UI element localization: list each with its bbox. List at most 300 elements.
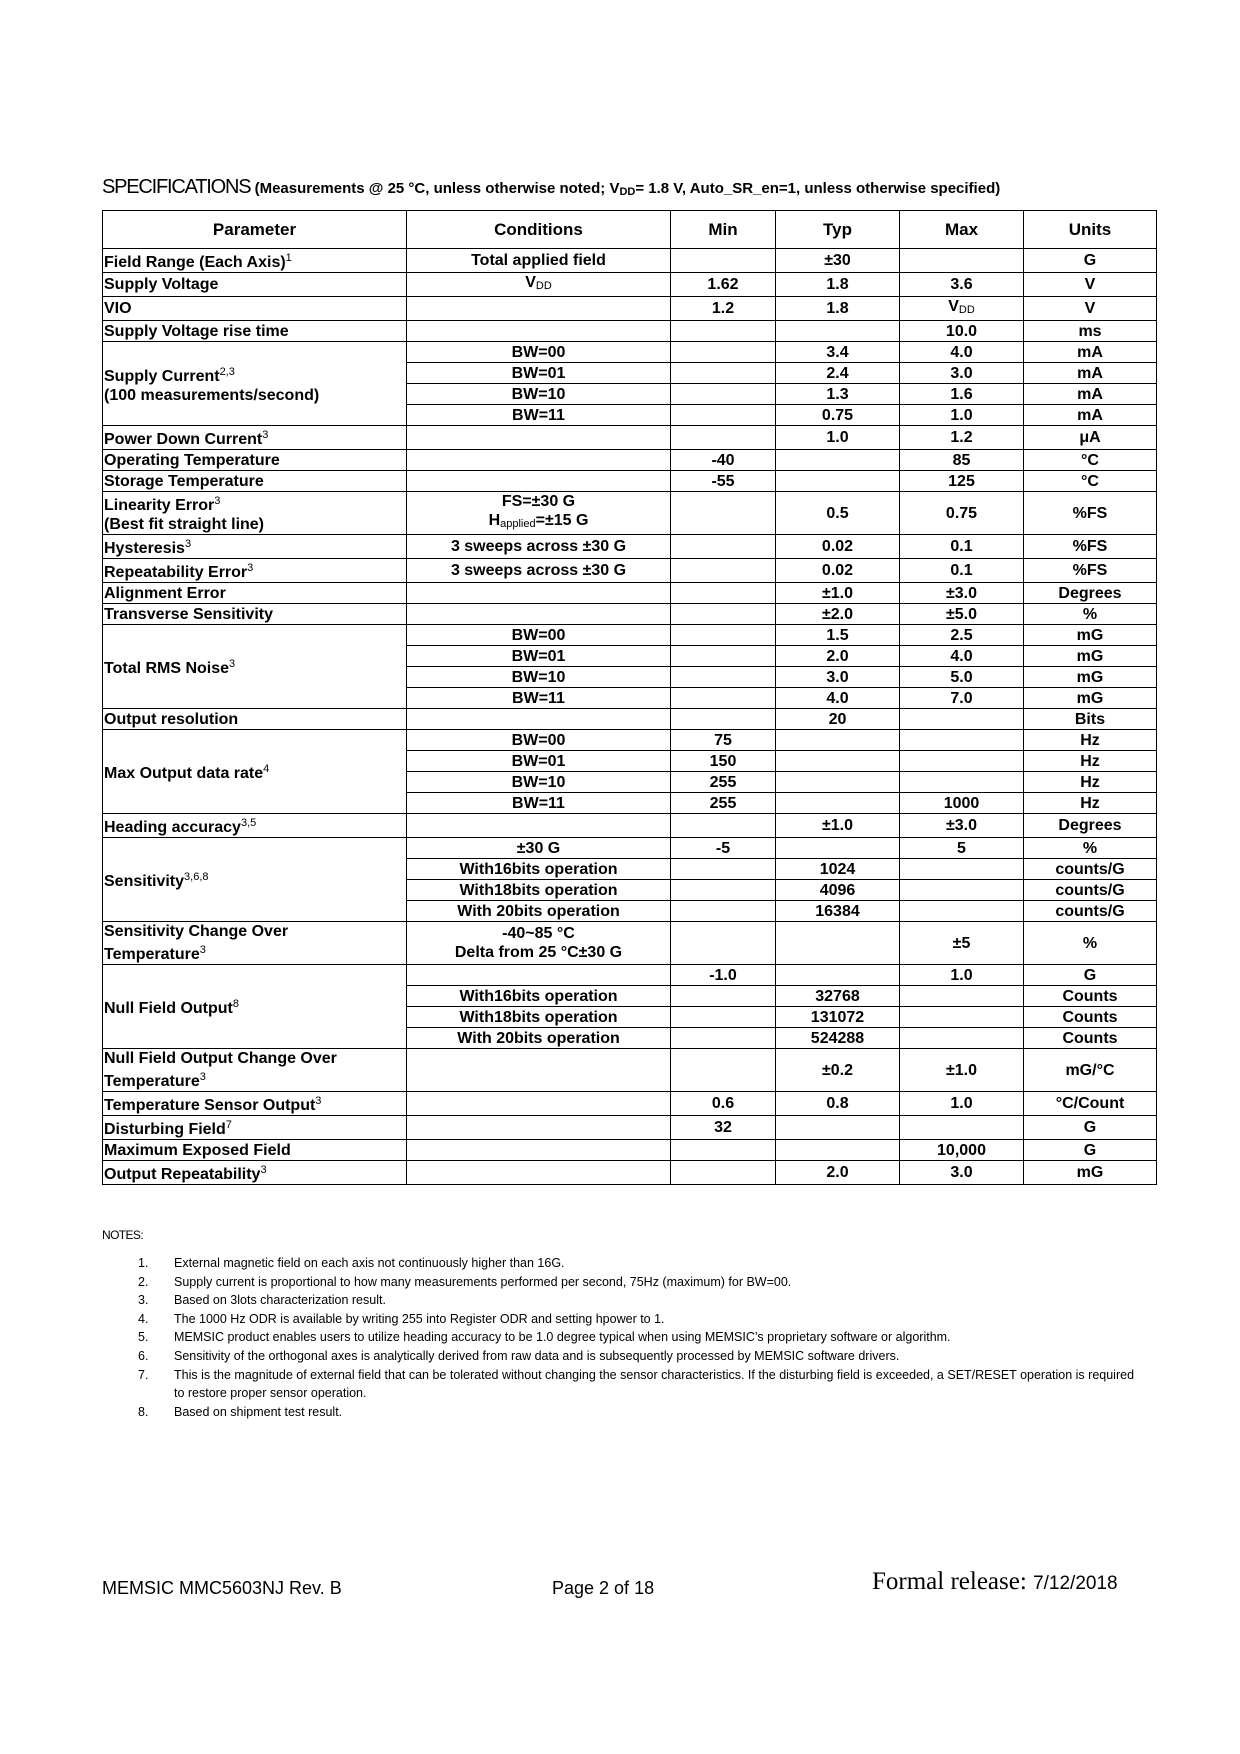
max-cell [900, 297, 1024, 321]
conditions-cell [407, 604, 671, 625]
param-cell [103, 1049, 407, 1092]
max-cell: ±3.0 [900, 583, 1024, 604]
conditions-cell [407, 273, 671, 297]
note-item [102, 1347, 1142, 1366]
max-cell [900, 1028, 1024, 1049]
table-row [103, 922, 1157, 965]
table-row [103, 709, 1157, 730]
conditions-cell: BW=10 [407, 384, 671, 405]
note-item [102, 1328, 1142, 1347]
min-cell: -55 [671, 471, 776, 492]
footer-page-number: Page 2 of 18 [552, 1578, 655, 1598]
note-text: MEMSIC product enables users to utilize heading accuracy to be 1.0 degree typical when using MEMSIC’s proprietary software or algorithm. [174, 1330, 951, 1345]
param-text-line2: Temperature [104, 946, 200, 963]
typ-cell: 0.5 [776, 492, 900, 535]
cond-subscript: DD [535, 280, 552, 292]
conditions-cell: BW=01 [407, 363, 671, 384]
units-cell: % [1024, 922, 1157, 965]
cond-text: V [525, 274, 536, 291]
footnote-ref: 8 [232, 998, 239, 1010]
units-cell: mA [1024, 363, 1157, 384]
header-units: Units [1024, 211, 1157, 249]
typ-cell [776, 1116, 900, 1140]
max-cell: 125 [900, 471, 1024, 492]
param-cell [103, 1161, 407, 1185]
param-text: Temperature Sensor Output [104, 1097, 316, 1114]
max-cell: 7.0 [900, 688, 1024, 709]
note-text: Supply current is proportional to how many measurements performed per second, 75Hz (maximum) for BW=00. [174, 1274, 792, 1289]
table-row [103, 426, 1157, 450]
table-row [103, 1161, 1157, 1185]
notes-list [102, 1254, 1142, 1421]
min-cell [671, 249, 776, 273]
min-cell [671, 688, 776, 709]
conditions-cell [407, 297, 671, 321]
note-text: External magnetic field on each axis not continuously higher than 16G. [174, 1256, 565, 1270]
table-row [103, 249, 1157, 273]
param-text: Sensitivity [104, 873, 185, 890]
cond-text-line2a: H [488, 512, 501, 529]
table-header-row [103, 211, 1157, 249]
min-cell [671, 646, 776, 667]
units-cell: mG [1024, 688, 1157, 709]
conditions-cell: BW=10 [407, 772, 671, 793]
typ-cell [776, 730, 900, 751]
min-cell [671, 405, 776, 426]
notes-title: NOTES: [102, 1228, 144, 1242]
min-cell: 255 [671, 772, 776, 793]
min-cell [671, 667, 776, 688]
max-cell [900, 249, 1024, 273]
conditions-cell: BW=11 [407, 793, 671, 814]
param-cell [103, 492, 407, 535]
param-cell [103, 559, 407, 583]
max-cell: ±1.0 [900, 1049, 1024, 1092]
param-cell: Operating Temperature [103, 450, 407, 471]
max-subscript: DD [958, 304, 975, 316]
typ-cell: 0.75 [776, 405, 900, 426]
table-row [103, 559, 1157, 583]
units-cell: %FS [1024, 559, 1157, 583]
conditions-cell: 3 sweeps across ±30 G [407, 535, 671, 559]
min-cell [671, 492, 776, 535]
min-cell [671, 1140, 776, 1161]
max-cell: 1.2 [900, 426, 1024, 450]
param-text-line2: (Best fit straight line) [104, 516, 265, 533]
max-cell [900, 772, 1024, 793]
table-row [103, 814, 1157, 838]
max-cell: 0.1 [900, 559, 1024, 583]
units-cell: %FS [1024, 535, 1157, 559]
typ-cell: 131072 [776, 1007, 900, 1028]
conditions-cell [407, 1140, 671, 1161]
max-cell: 85 [900, 450, 1024, 471]
units-cell: Hz [1024, 730, 1157, 751]
note-number: 1. [138, 1256, 149, 1270]
conditions-cell: ±30 G [407, 838, 671, 859]
param-cell [103, 814, 407, 838]
conditions-cell [407, 583, 671, 604]
param-text: Null Field Output [104, 1000, 233, 1017]
footnote-ref: 3 [260, 1164, 267, 1176]
param-cell: Storage Temperature [103, 471, 407, 492]
min-cell [671, 559, 776, 583]
param-cell [103, 426, 407, 450]
footnote-ref: 2,3 [219, 365, 235, 378]
param-cell: Output resolution [103, 709, 407, 730]
heading-main: SPECIFICATIONS [102, 176, 251, 198]
units-cell: Bits [1024, 709, 1157, 730]
param-text: Sensitivity Change Over [104, 923, 289, 940]
table-row [103, 321, 1157, 342]
max-cell [900, 730, 1024, 751]
max-text: V [948, 298, 959, 315]
max-cell: 1000 [900, 793, 1024, 814]
units-cell: Counts [1024, 986, 1157, 1007]
note-item [102, 1366, 1142, 1403]
units-cell: G [1024, 1116, 1157, 1140]
max-cell: 10.0 [900, 321, 1024, 342]
units-cell: V [1024, 273, 1157, 297]
typ-cell: 0.8 [776, 1092, 900, 1116]
min-cell [671, 342, 776, 363]
footnote-ref: 3 [184, 538, 192, 550]
units-cell: counts/G [1024, 880, 1157, 901]
param-text: Repeatability Error [104, 564, 248, 581]
max-cell: 1.0 [900, 405, 1024, 426]
conditions-cell: BW=10 [407, 667, 671, 688]
table-row [103, 965, 1157, 986]
param-text-line2: (100 measurements/second) [104, 386, 320, 404]
footnote-ref: 3 [199, 944, 206, 956]
conditions-cell: With 20bits operation [407, 1028, 671, 1049]
typ-cell: 32768 [776, 986, 900, 1007]
conditions-cell: BW=01 [407, 751, 671, 772]
typ-cell: 0.02 [776, 535, 900, 559]
units-cell: Hz [1024, 772, 1157, 793]
typ-cell: 3.0 [776, 667, 900, 688]
param-cell [103, 730, 407, 814]
min-cell [671, 384, 776, 405]
conditions-cell [407, 1049, 671, 1092]
note-number: 6. [138, 1348, 149, 1363]
footnote-ref: 3 [247, 562, 254, 574]
note-number: 5. [138, 1330, 149, 1345]
table-row [103, 838, 1157, 859]
notes-section [102, 1228, 1142, 1421]
note-item [102, 1403, 1142, 1422]
param-cell: Supply Voltage [103, 273, 407, 297]
note-item [102, 1310, 1142, 1329]
conditions-cell [407, 426, 671, 450]
units-cell: mA [1024, 405, 1157, 426]
units-cell: mG [1024, 625, 1157, 646]
footnote-ref: 3,5 [240, 817, 257, 829]
conditions-cell [407, 709, 671, 730]
typ-cell: 4.0 [776, 688, 900, 709]
table-row [103, 535, 1157, 559]
units-cell: counts/G [1024, 901, 1157, 922]
units-cell: Hz [1024, 793, 1157, 814]
max-cell: 1.0 [900, 965, 1024, 986]
min-cell: 1.62 [671, 273, 776, 297]
units-cell: V [1024, 297, 1157, 321]
max-cell: 5 [900, 838, 1024, 859]
footnote-ref: 3 [229, 658, 236, 670]
param-cell [103, 838, 407, 922]
min-cell [671, 922, 776, 965]
footnote-ref: 3 [262, 429, 269, 441]
param-cell [103, 342, 407, 426]
note-number: 3. [138, 1293, 149, 1308]
min-cell [671, 426, 776, 450]
min-cell [671, 859, 776, 880]
min-cell [671, 814, 776, 838]
max-cell: 1.6 [900, 384, 1024, 405]
min-cell [671, 1161, 776, 1185]
conditions-cell: BW=00 [407, 342, 671, 363]
units-cell: G [1024, 1140, 1157, 1161]
param-text: Linearity Error [104, 497, 215, 514]
note-text: Based on 3lots characterization result. [174, 1293, 386, 1308]
max-cell [900, 901, 1024, 922]
table-row [103, 342, 1157, 363]
min-cell [671, 321, 776, 342]
param-text: Null Field Output Change Over [104, 1050, 337, 1067]
cond-text-line1: FS=±30 G [501, 493, 576, 510]
table-row [103, 1140, 1157, 1161]
min-cell: 1.2 [671, 297, 776, 321]
typ-cell: 0.02 [776, 559, 900, 583]
typ-cell: ±0.2 [776, 1049, 900, 1092]
min-cell: -5 [671, 838, 776, 859]
min-cell: -40 [671, 450, 776, 471]
min-cell [671, 604, 776, 625]
typ-cell [776, 793, 900, 814]
typ-cell: 16384 [776, 901, 900, 922]
max-cell: ±3.0 [900, 814, 1024, 838]
typ-cell [776, 965, 900, 986]
param-cell [103, 535, 407, 559]
conditions-cell [407, 471, 671, 492]
param-cell: Alignment Error [103, 583, 407, 604]
conditions-cell: With18bits operation [407, 880, 671, 901]
param-text: Hysteresis [104, 540, 185, 557]
min-cell [671, 1028, 776, 1049]
conditions-cell: With18bits operation [407, 1007, 671, 1028]
typ-cell: 1.8 [776, 297, 900, 321]
typ-cell [776, 1140, 900, 1161]
units-cell: G [1024, 249, 1157, 273]
conditions-cell: With16bits operation [407, 986, 671, 1007]
units-cell: % [1024, 838, 1157, 859]
units-cell: Hz [1024, 751, 1157, 772]
units-cell: Counts [1024, 1028, 1157, 1049]
cond-text-line1: -40~85 °C [502, 925, 575, 942]
conditions-cell [407, 965, 671, 986]
conditions-cell [407, 1116, 671, 1140]
table-row [103, 471, 1157, 492]
typ-cell: ±1.0 [776, 814, 900, 838]
max-cell [900, 751, 1024, 772]
units-cell: % [1024, 604, 1157, 625]
cond-text-line2b: =±15 G [535, 512, 589, 529]
max-cell: 10,000 [900, 1140, 1024, 1161]
units-cell: Degrees [1024, 583, 1157, 604]
units-cell: °C/Count [1024, 1092, 1157, 1116]
note-text: The 1000 Hz ODR is available by writing 255 into Register ODR and setting hpower to 1. [174, 1311, 665, 1326]
typ-cell: 524288 [776, 1028, 900, 1049]
min-cell: -1.0 [671, 965, 776, 986]
conditions-cell [407, 450, 671, 471]
min-cell: 32 [671, 1116, 776, 1140]
typ-cell: 1024 [776, 859, 900, 880]
conditions-cell: BW=00 [407, 730, 671, 751]
min-cell: 75 [671, 730, 776, 751]
typ-cell [776, 751, 900, 772]
page-heading [102, 176, 1142, 199]
note-item [102, 1273, 1142, 1292]
param-text: Heading accuracy [104, 819, 241, 836]
header-min: Min [671, 211, 776, 249]
min-cell [671, 1007, 776, 1028]
min-cell [671, 880, 776, 901]
min-cell: 255 [671, 793, 776, 814]
param-cell [103, 965, 407, 1049]
param-text: Supply Current [104, 367, 220, 385]
typ-cell [776, 471, 900, 492]
units-cell: °C [1024, 471, 1157, 492]
min-cell [671, 625, 776, 646]
min-cell [671, 535, 776, 559]
param-cell: VIO [103, 297, 407, 321]
header-parameter: Parameter [103, 211, 407, 249]
heading-conditions-sub: DD [619, 186, 636, 198]
units-cell: G [1024, 965, 1157, 986]
max-cell [900, 859, 1024, 880]
units-cell: mG [1024, 667, 1157, 688]
cond-text-line2: Delta from 25 °C±30 G [454, 944, 623, 961]
footnote-ref: 7 [225, 1119, 232, 1131]
table-row [103, 273, 1157, 297]
conditions-cell [407, 321, 671, 342]
min-cell: 150 [671, 751, 776, 772]
typ-cell: 1.8 [776, 273, 900, 297]
units-cell: mG [1024, 1161, 1157, 1185]
max-cell [900, 986, 1024, 1007]
specifications-table [102, 210, 1157, 1185]
footnote-ref: 3 [214, 495, 221, 507]
units-cell: Counts [1024, 1007, 1157, 1028]
param-cell [103, 1116, 407, 1140]
typ-cell: 1.5 [776, 625, 900, 646]
cond-subscript: applied [500, 518, 536, 530]
param-text: Output Repeatability [104, 1166, 261, 1183]
units-cell: μA [1024, 426, 1157, 450]
max-cell: ±5.0 [900, 604, 1024, 625]
param-cell [103, 625, 407, 709]
table-row [103, 1049, 1157, 1092]
max-cell [900, 709, 1024, 730]
header-max: Max [900, 211, 1024, 249]
footnote-ref: 1 [285, 252, 292, 264]
conditions-cell: BW=11 [407, 688, 671, 709]
max-cell [900, 1116, 1024, 1140]
typ-cell: 4096 [776, 880, 900, 901]
units-cell: °C [1024, 450, 1157, 471]
typ-cell: ±2.0 [776, 604, 900, 625]
typ-cell: ±1.0 [776, 583, 900, 604]
param-text: Total RMS Noise [104, 660, 230, 677]
footer-release [872, 1568, 1118, 1596]
footnote-ref: 4 [263, 763, 270, 775]
param-text: Max Output data rate [104, 765, 264, 782]
max-cell: 4.0 [900, 342, 1024, 363]
conditions-cell: With16bits operation [407, 859, 671, 880]
typ-cell: 20 [776, 709, 900, 730]
min-cell [671, 363, 776, 384]
min-cell: 0.6 [671, 1092, 776, 1116]
table-row [103, 450, 1157, 471]
table-row [103, 492, 1157, 535]
page-footer [0, 1568, 1240, 1608]
units-cell: mA [1024, 384, 1157, 405]
units-cell: mA [1024, 342, 1157, 363]
max-cell: 5.0 [900, 667, 1024, 688]
min-cell [671, 583, 776, 604]
units-cell: Degrees [1024, 814, 1157, 838]
table-row [103, 604, 1157, 625]
conditions-cell [407, 1161, 671, 1185]
table-row [103, 297, 1157, 321]
table-row [103, 1092, 1157, 1116]
footer-document-id: MEMSIC MMC5603NJ Rev. B [102, 1578, 342, 1598]
typ-cell: 1.0 [776, 426, 900, 450]
typ-cell [776, 922, 900, 965]
footnote-ref: 3,6,8 [184, 871, 209, 883]
typ-cell [776, 450, 900, 471]
max-cell: 3.6 [900, 273, 1024, 297]
typ-cell: 2.0 [776, 646, 900, 667]
param-cell [103, 922, 407, 965]
max-cell: 3.0 [900, 1161, 1024, 1185]
note-item [102, 1254, 1142, 1273]
footer-release-label: Formal release: [872, 1568, 1034, 1595]
table-row [103, 583, 1157, 604]
units-cell: ms [1024, 321, 1157, 342]
param-cell [103, 1092, 407, 1116]
note-item [102, 1291, 1142, 1310]
note-number: 2. [138, 1274, 149, 1289]
footer-release-date: 7/12/2018 [1033, 1573, 1118, 1594]
units-cell: counts/G [1024, 859, 1157, 880]
conditions-cell [407, 814, 671, 838]
conditions-cell: With 20bits operation [407, 901, 671, 922]
typ-cell [776, 321, 900, 342]
conditions-cell: BW=00 [407, 625, 671, 646]
param-text: Disturbing Field [104, 1121, 226, 1138]
note-number: 4. [138, 1311, 149, 1326]
param-text: Power Down Current [104, 431, 263, 448]
table-row [103, 625, 1157, 646]
conditions-cell: BW=01 [407, 646, 671, 667]
conditions-cell [407, 492, 671, 535]
param-text: Field Range (Each Axis) [104, 254, 286, 271]
conditions-cell: Total applied field [407, 249, 671, 273]
min-cell [671, 709, 776, 730]
max-cell [900, 880, 1024, 901]
footnote-ref: 3 [199, 1071, 206, 1083]
